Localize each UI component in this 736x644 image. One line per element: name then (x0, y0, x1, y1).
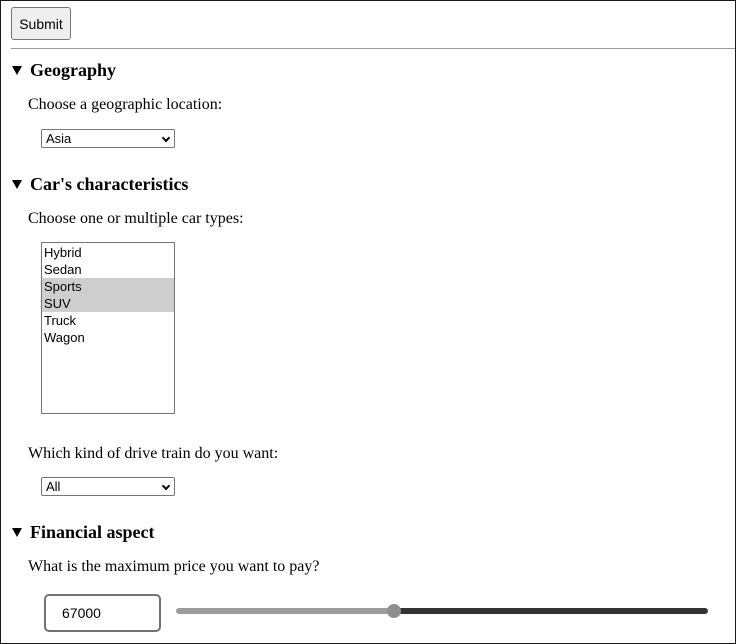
slider-track-filled (176, 608, 394, 614)
drivetrain-select[interactable] (41, 477, 175, 496)
drivetrain-select-value: All (46, 479, 61, 494)
car-types-listbox[interactable] (41, 242, 175, 414)
drivetrain-prompt: Which kind of drive train do you want: (28, 445, 279, 462)
financial-heading: Financial aspect (30, 521, 155, 542)
triangle-down-icon (12, 180, 22, 189)
triangle-down-icon (12, 528, 22, 537)
max-price-input[interactable] (44, 594, 161, 632)
car-type-option[interactable]: Sedan (44, 262, 82, 277)
slider-track-empty (394, 608, 708, 614)
car-type-option[interactable]: Wagon (44, 330, 85, 345)
price-prompt: What is the maximum price you want to pay? (28, 558, 320, 575)
car-heading: Car's characteristics (30, 173, 189, 194)
car-type-option[interactable]: Truck (44, 313, 77, 328)
triangle-down-icon (12, 66, 22, 75)
car-type-option[interactable]: Hybrid (44, 245, 82, 260)
slider-thumb[interactable] (387, 604, 401, 618)
financial-summary[interactable] (12, 521, 155, 543)
car-type-option[interactable]: Sports (42, 278, 174, 295)
car-types-prompt: Choose one or multiple car types: (28, 210, 244, 227)
max-price-value: 67000 (62, 605, 101, 621)
chevron-down-icon (162, 134, 170, 142)
geography-heading: Geography (30, 59, 117, 80)
divider (11, 48, 735, 49)
car-type-option[interactable]: SUV (42, 295, 174, 312)
submit-button[interactable]: Submit (11, 7, 71, 40)
car-summary[interactable] (12, 173, 188, 195)
location-select-value: Asia (46, 131, 72, 146)
location-select[interactable] (41, 129, 175, 148)
chevron-down-icon (162, 482, 170, 490)
geography-prompt: Choose a geographic location: (28, 96, 223, 113)
geography-summary[interactable] (12, 59, 116, 81)
price-slider[interactable] (175, 604, 709, 618)
